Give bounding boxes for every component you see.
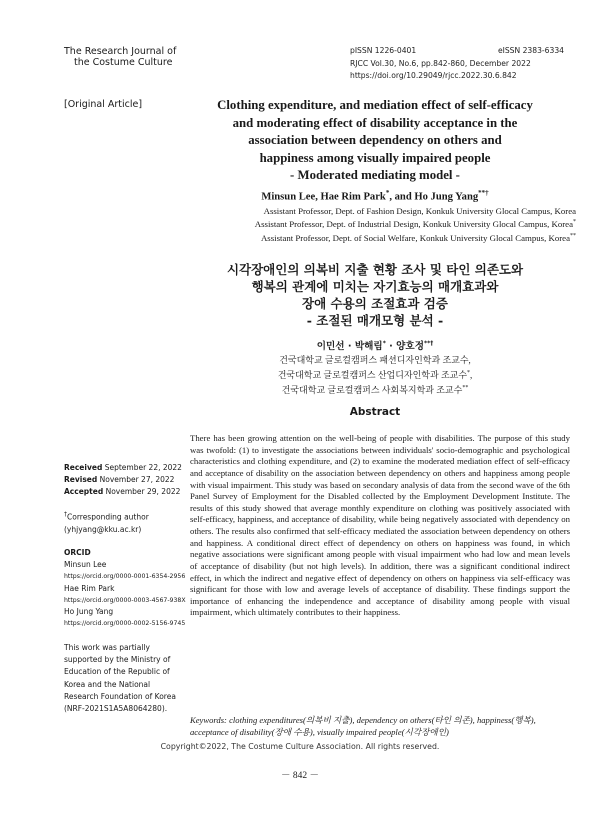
corresponding-label: Corresponding author [67, 512, 149, 522]
journal-name [64, 46, 204, 68]
journal-identifiers [350, 45, 564, 83]
affiliation: Assistant Professor, Dept. of Industrial Design, Konkuk University Glocal Campus, Korea [254, 219, 573, 230]
title-ko-subtitle: - 조절된 매개모형 분석 - [306, 313, 444, 328]
orcid-name: Hae Rim Park [64, 583, 115, 593]
affiliation: Assistant Professor, Dept. of Fashion Design, Konkuk University Glocal Campus, Korea [263, 206, 576, 216]
keywords-label: Keywords: [190, 715, 227, 725]
corresponding-author [64, 509, 180, 535]
keywords [190, 715, 570, 738]
author-name-ko: 이민선 · 박해림 [316, 341, 383, 352]
article-type: [Original Article] [64, 99, 143, 110]
title-en-line: happiness among visually impaired people [259, 150, 491, 165]
title-en-line: and moderating effect of disability acceptance in the [232, 115, 518, 130]
volume-info: RJCC Vol.30, No.6, pp.842-860, December 2022 [350, 58, 531, 68]
orcid-name: Minsun Lee [64, 560, 107, 570]
funding-line: Research Foundation of Korea [64, 691, 176, 701]
page-number: － 842 － [280, 771, 319, 781]
accepted-label: Accepted [64, 486, 104, 496]
orcid-link[interactable]: https://orcid.org/0000-0002-5156-9745 [64, 620, 186, 628]
title-english [178, 97, 572, 185]
title-en-line: Clothing expenditure, and mediation effect of self-efficacy [217, 98, 533, 112]
author-name-ko: · 양호정 [385, 341, 424, 352]
funding-line: (NRF-2021S1A5A8064280). [64, 704, 168, 714]
abstract-body: There has been growing attention on the well-being of people with disabilities. The purpose of this study was twofold: (1) to investigate the associations between individuals' socio-demographic and psychological characteristics and clothing expenditure, and (2) to examine the moderated mediation effect of self-efficacy and acceptance of disability on the association between dependency on others and happiness among people with visual impairment. This study was based on secondary analysis of data from the second wave of the 6th Panel Survey of Employment for the Disabled collected by the Employment Development Institute. The results of this study showed that average monthly expenditure on clothing was positively associated with self-efficacy, happiness, and acceptance of disability, while being negatively associated with dependency on others. The results also confirmed that self-efficacy mediated the association between dependency on others and happiness. A conditional direct effect of dependency on others on happiness was found, in which negative associations were significant among people with visual impairment who had low and mean levels of acceptance of disability (but not high levels). In addition, there was a significant conditional indirect effect, in which the indirect and negative effect of dependency on others on happiness via self-efficacy was significant for those with low and average levels of acceptance of disability. These findings support the importance of enhancing the independence and acceptance of disability among people with visual impairment, which ultimately contributes to their happiness. [190, 433, 570, 618]
author-mark: **† [478, 189, 489, 197]
affiliation: Assistant Professor, Dept. of Social Welfare, Konkuk University Glocal Campus, Korea [260, 232, 570, 243]
authors-english [178, 189, 572, 203]
received-date: September 22, 2022 [104, 463, 182, 472]
journal-name-line2: the Costume Culture [74, 57, 173, 68]
affiliations-korean [178, 354, 572, 397]
keywords-text: clothing expenditures(의복비 지출), dependency on others(타인 의존), happiness(행복), acceptance of disability(장애 수용), visually impaired people(시각장애인) [190, 715, 536, 737]
title-ko-line: 행복의 관계에 미치는 자기효능의 매개효과와 [251, 279, 499, 294]
author-mark: * [382, 339, 386, 347]
affiliation-mark: * [573, 219, 576, 226]
abstract-heading: Abstract [349, 406, 401, 418]
funding-line: This work was partially [64, 643, 150, 653]
affiliation-mark: ** [462, 385, 469, 391]
funding-line: Korea and the National [64, 679, 151, 689]
author-name: Minsun Lee, [261, 191, 321, 203]
orcid-name: Ho Jung Yang [64, 607, 114, 617]
eissn: eISSN 2383-6334 [497, 46, 564, 55]
funding-note [64, 642, 180, 715]
title-en-subtitle: - Moderated mediating model - [290, 168, 460, 183]
title-ko-line: 시각장애인의 의복비 지출 현황 조사 및 타인 의존도와 [226, 262, 524, 277]
affiliation-ko: 건국대학교 글로컬캠퍼스 패션디자인학과 조교수, [279, 355, 471, 365]
authors-korean [178, 338, 572, 352]
title-ko-line: 장애 수용의 조절효과 검증 [302, 296, 448, 311]
revised-label: Revised [64, 474, 98, 484]
copyright-notice: Copyright©2022, The Costume Culture Association. All rights reserved. [160, 742, 440, 751]
affiliation-mark: * [467, 370, 471, 376]
journal-name-line1: The Research Journal of [64, 46, 177, 57]
affiliation-ko: 건국대학교 글로컬캠퍼스 산업디자인학과 조교수 [277, 370, 468, 380]
orcid-link[interactable]: https://orcid.org/0000-0003-4567-938X [64, 596, 186, 604]
accepted-date: November 29, 2022 [105, 486, 181, 496]
author-mark: * [385, 189, 390, 197]
author-name: Hae Rim Park [320, 191, 386, 203]
author-mark: **† [423, 339, 434, 347]
affiliation-comma: , [470, 370, 473, 380]
affiliation-mark: ** [570, 232, 576, 239]
title-korean [178, 261, 572, 329]
doi-link[interactable]: https://doi.org/10.29049/rjcc.2022.30.6.842 [350, 71, 517, 80]
article-dates [64, 462, 180, 497]
orcid-link[interactable]: https://orcid.org/0000-0001-6354-2956 [64, 573, 186, 581]
funding-line: supported by the Ministry of [64, 655, 171, 665]
pissn: pISSN 1226-0401 [350, 46, 417, 55]
revised-date: November 27, 2022 [99, 474, 175, 484]
corresponding-mark: † [64, 511, 67, 519]
article-sidebar [64, 462, 186, 715]
affiliation-ko: 건국대학교 글로컬캠퍼스 사회복지학과 조교수 [281, 385, 463, 395]
received-label: Received [64, 463, 103, 472]
orcid-heading: ORCID [64, 548, 91, 558]
title-en-line: association between dependency on others and [248, 133, 502, 148]
funding-line: Education of the Republic of [64, 667, 170, 677]
corresponding-email[interactable]: (yhjyang@kku.ac.kr) [64, 524, 142, 534]
author-name: , and Ho Jung Yang [389, 191, 479, 203]
affiliations-english [176, 206, 576, 244]
orcid-section [64, 547, 186, 630]
